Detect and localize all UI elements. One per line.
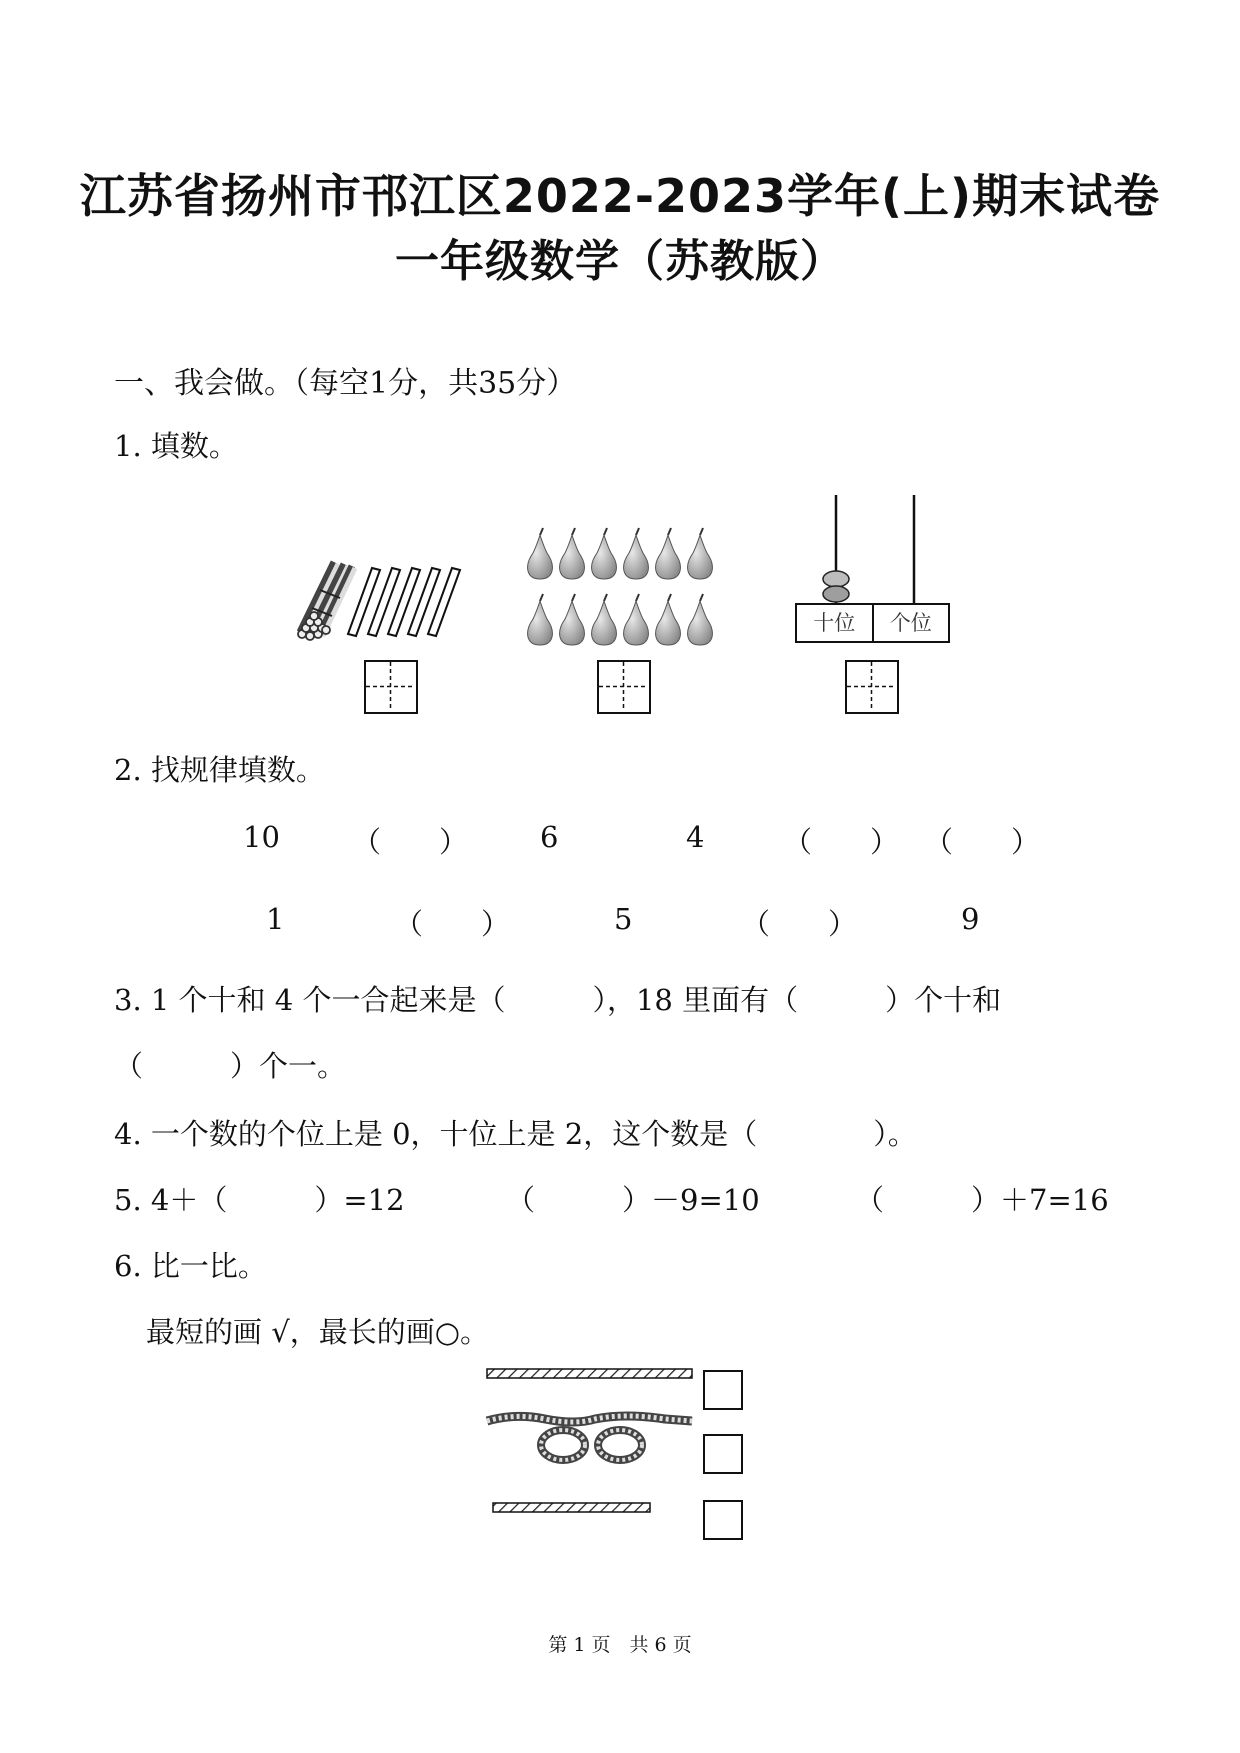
answer-box-pears[interactable] <box>597 660 651 714</box>
pears-picture <box>525 525 725 655</box>
abacus-base <box>795 603 950 643</box>
answer-box-sticks[interactable] <box>364 660 418 714</box>
seq1-number-2: 6 <box>540 820 559 854</box>
seq2-number-3: 9 <box>961 902 980 936</box>
abacus <box>795 495 955 650</box>
stick-bundle-icon <box>298 562 355 640</box>
ones-label: 个位 <box>889 611 932 635</box>
question-3-line-2: （ ）个一。 <box>114 1049 347 1083</box>
seq1-blank-3[interactable]: （ ） <box>924 825 1041 859</box>
question-6: 6. 比一比。 <box>114 1249 267 1283</box>
seq1-blank-2[interactable]: （ ） <box>783 825 900 859</box>
question-2: 2. 找规律填数。 <box>114 753 325 787</box>
question-3-line-1: 3. 1 个十和 4 个一合起来是（ ），18 里面有（ ）个十和 <box>114 983 1002 1017</box>
title-line-1: 江苏省扬州市邗江区2022-2023学年(上)期末试卷 <box>79 169 1161 223</box>
question-4: 4. 一个数的个位上是 0，十位上是 2，这个数是（ ）。 <box>114 1117 917 1151</box>
seq1-number-1: 10 <box>243 820 280 854</box>
answer-box-rope-2[interactable] <box>703 1434 743 1474</box>
section-1-heading: 一、我会做。（每空1分，共35分） <box>114 366 577 401</box>
question-1: 1. 填数。 <box>114 429 238 463</box>
title-line-2: 一年级数学（苏教版） <box>395 236 845 287</box>
question-6-instruction: 最短的画 √，最长的画○。 <box>146 1315 490 1349</box>
answer-box-abacus[interactable] <box>845 660 899 714</box>
seq1-blank-1[interactable]: （ ） <box>352 825 469 859</box>
abacus-rods <box>795 495 955 605</box>
page-footer: 第 1 页 共 6 页 <box>548 1634 692 1656</box>
pear-row-1 <box>528 528 713 579</box>
tens-label: 十位 <box>797 605 874 641</box>
rope-looped <box>487 1416 692 1460</box>
seq1-number-3: 4 <box>686 820 705 854</box>
rope-long <box>487 1369 692 1378</box>
answer-box-rope-1[interactable] <box>703 1370 743 1410</box>
seq2-number-1: 1 <box>266 902 285 936</box>
ropes-picture <box>485 1355 705 1535</box>
sticks-picture <box>290 550 480 650</box>
abacus-bead-icon <box>823 586 849 602</box>
abacus-bead-icon <box>823 571 849 587</box>
question-5-part-3: （ ）＋7=16 <box>855 1183 1109 1217</box>
question-5-part-2: （ ）－9=10 <box>506 1183 760 1217</box>
single-sticks-icon <box>348 568 460 636</box>
pear-row-2 <box>528 594 713 645</box>
seq2-number-2: 5 <box>614 902 633 936</box>
answer-box-rope-3[interactable] <box>703 1500 743 1540</box>
seq2-blank-1[interactable]: （ ） <box>394 907 511 941</box>
question-5-part-1: 5. 4＋（ ）=12 <box>114 1183 405 1217</box>
seq2-blank-2[interactable]: （ ） <box>741 907 858 941</box>
rope-short <box>493 1503 650 1512</box>
